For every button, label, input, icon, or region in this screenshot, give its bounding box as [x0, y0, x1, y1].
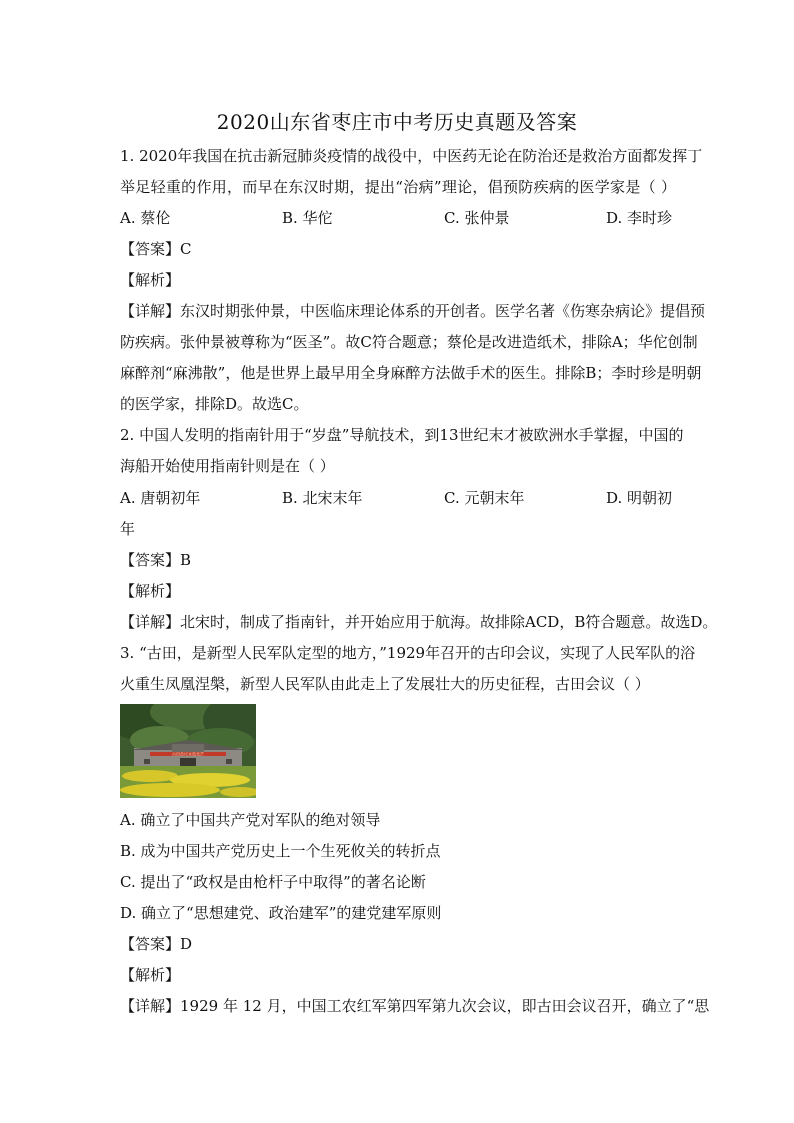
question-3-detail: 【详解】1929 年 12 月，中国工农红军第四军第九次会议，即古田会议召开，确立了“思 — [120, 997, 710, 1015]
question-3-text-cont: 火重生凤凰涅槃，新型人民军队由此走上了发展壮大的历史征程，古田会议（ ） — [120, 675, 650, 693]
question-2-answer: 【答案】B — [120, 551, 192, 569]
question-3-option-b: B. 成为中国共产党历史上一个生死攸关的转折点 — [120, 842, 441, 860]
question-3-option-c: C. 提出了“政权是由枪杆子中取得”的著名论断 — [120, 873, 426, 891]
question-2-option-d-wrap: 年 — [120, 520, 136, 538]
question-3-text: 3. “古田，是新型人民军队定型的地方，”1929年召开的古印会议，实现了人民军队的浴 — [120, 644, 696, 662]
question-2-option-a: A. 唐朝初年 — [120, 489, 201, 507]
question-1-option-c: C. 张仲景 — [444, 209, 510, 227]
question-2-option-b: B. 北宋末年 — [282, 489, 363, 507]
question-1-analysis-heading: 【解析】 — [120, 271, 181, 289]
gutian-meeting-photo — [120, 704, 256, 798]
question-2-option-d: D. 明朝初 — [606, 489, 673, 507]
question-1-detail-line: 【详解】东汉时期张仲景，中医临床理论体系的开创者。医学名著《伤寒杂病论》提倡预 — [120, 302, 706, 320]
question-3-analysis-heading: 【解析】 — [120, 966, 181, 984]
question-3-option-d: D. 确立了“思想建党、政治建军”的建党建军原则 — [120, 904, 442, 922]
page-title: 2020山东省枣庄市中考历史真题及答案 — [216, 110, 578, 134]
question-3-answer: 【答案】D — [120, 935, 193, 953]
question-3-option-a: A. 确立了中国共产党对军队的绝对领导 — [120, 811, 381, 829]
question-2-analysis-heading: 【解析】 — [120, 582, 181, 600]
question-1-option-d: D. 李时珍 — [606, 209, 673, 227]
question-1-text-cont: 举足轻重的作用，而早在东汉时期，提出“治病”理论，倡预防疾病的医学家是（ ） — [120, 178, 676, 196]
question-2-option-c: C. 元朝末年 — [444, 489, 525, 507]
question-1-text: 1. 2020年我国在抗击新冠肺炎疫情的战役中，中医药无论在防治还是救治方面都发挥丁 — [120, 147, 703, 165]
question-1-detail-line: 防疾病。张仲景被尊称为“医圣”。故C符合题意；蔡伦是改进造纸术，排除A；华佗创制 — [120, 333, 698, 351]
question-2-text-cont: 海船开始使用指南针则是在（ ） — [120, 457, 335, 475]
question-2-detail: 【详解】北宋时，制成了指南针，并开始应用于航海。故排除ACD，B符合题意。故选D。 — [120, 613, 718, 631]
question-2-text: 2. 中国人发明的指南针用于“岁盘”导航技术，到13世纪末才被欧洲水手掌握，中国的 — [120, 426, 684, 444]
question-1-answer: 【答案】C — [120, 240, 192, 258]
photo-sign-text: 古田会议永放光芒 — [172, 751, 204, 757]
question-1-detail-line: 的医学家，排除D。故选C。 — [120, 395, 309, 413]
question-1-option-a: A. 蔡伦 — [120, 209, 171, 227]
question-1-detail-line: 麻醉剂“麻沸散”，他是世界上最早用全身麻醉方法做手术的医生。排除B；李时珍是明朝 — [120, 364, 702, 382]
question-1-option-b: B. 华佗 — [282, 209, 333, 227]
